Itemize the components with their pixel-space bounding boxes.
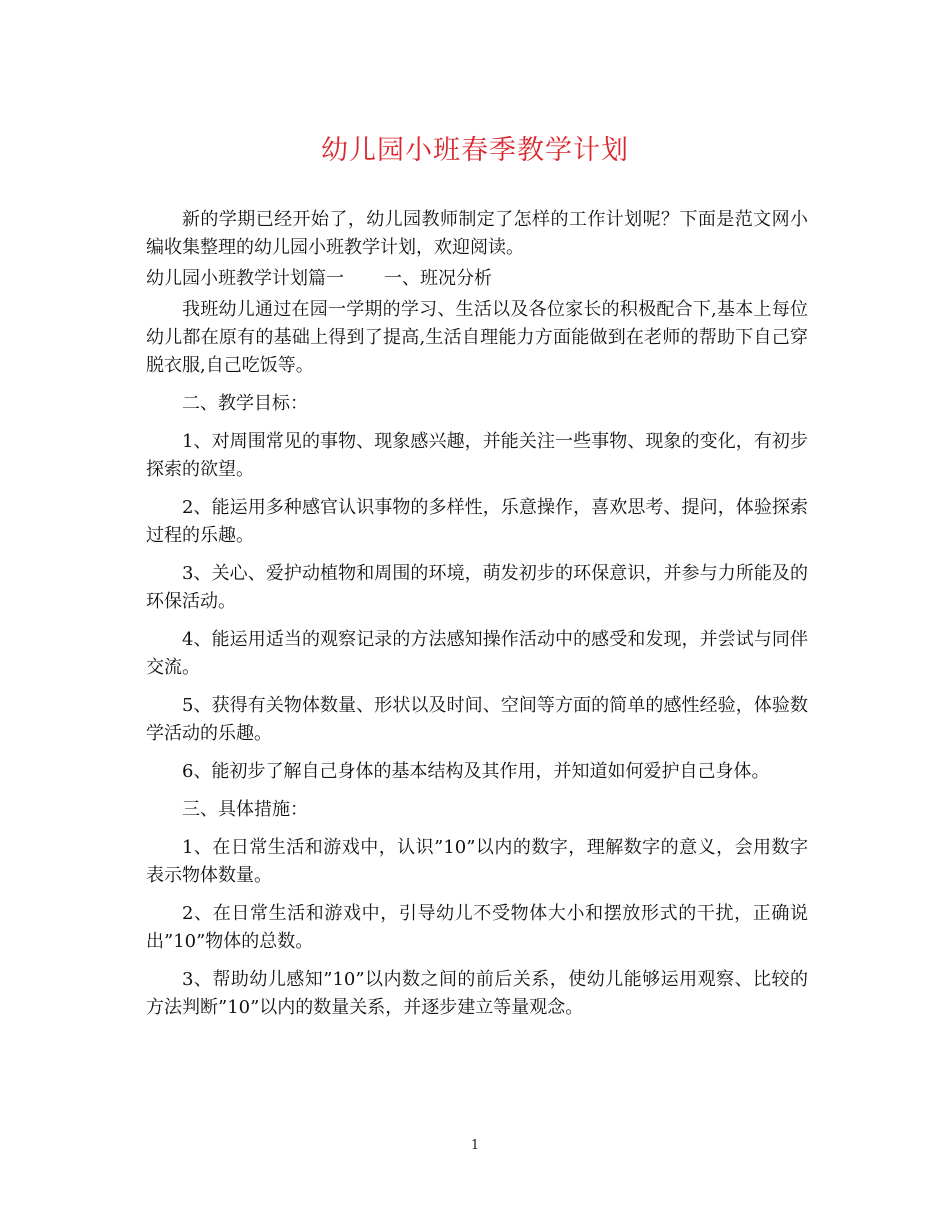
paragraph-class-analysis: 我班幼儿通过在园一学期的学习、生活以及各位家长的积极配合下,基本上每位幼儿都在原有的基础上得到了提高,生活自理能力方面能做到在老师的帮助下自己穿脱衣服,自己吃饭等。 — [146, 299, 808, 376]
document-body — [146, 206, 808, 1032]
section-heading-measures: 三、具体措施： — [182, 799, 308, 820]
goal-item-4: 4、能运用适当的观察记录的方法感知操作活动中的感受和发现，并尝试与同伴交流。 — [146, 629, 808, 678]
section-heading-class-analysis: 一、班况分析 — [384, 268, 492, 289]
goal-item-3: 3、关心、爱护动植物和周围的环境，萌发初步的环保意识，并参与力所能及的环保活动。 — [146, 563, 808, 612]
measure-item-3: 3、帮助幼儿感知”10”以内数之间的前后关系，使幼儿能够运用观察、比较的方法判断”10”以内的数量关系，并逐步建立等量观念。 — [146, 969, 808, 1018]
section-heading-teaching-goals: 二、教学目标： — [182, 393, 308, 414]
goal-item-6: 6、能初步了解自己身体的基本结构及其作用，并知道如何爱护自己身体。 — [182, 761, 770, 782]
intro-paragraph: 新的学期已经开始了，幼儿园教师制定了怎样的工作计划呢？下面是范文网小编收集整理的幼儿园小班教学计划，欢迎阅读。 — [146, 209, 808, 258]
goal-item-1: 1、对周围常见的事物、现象感兴趣，并能关注一些事物、现象的变化，有初步探索的欲望。 — [146, 431, 808, 480]
document-title: 幼儿园小班春季教学计划 — [321, 135, 629, 166]
goal-item-5: 5、获得有关物体数量、形状以及时间、空间等方面的简单的感性经验，体验数学活动的乐趣。 — [146, 695, 808, 744]
measure-item-2: 2、在日常生活和游戏中，引导幼儿不受物体大小和摆放形式的干扰，正确说出”10”物体的总数。 — [146, 903, 808, 952]
goal-item-2: 2、能运用多种感官认识事物的多样性，乐意操作，喜欢思考、提问，体验探索过程的乐趣。 — [146, 497, 808, 546]
plan-heading: 幼儿园小班教学计划篇一 — [146, 268, 344, 289]
section-heading-line — [146, 265, 808, 293]
measure-item-1: 1、在日常生活和游戏中，认识”10”以内的数字，理解数字的意义，会用数字表示物体数量。 — [146, 837, 808, 886]
page-number: 1 — [470, 1138, 480, 1153]
